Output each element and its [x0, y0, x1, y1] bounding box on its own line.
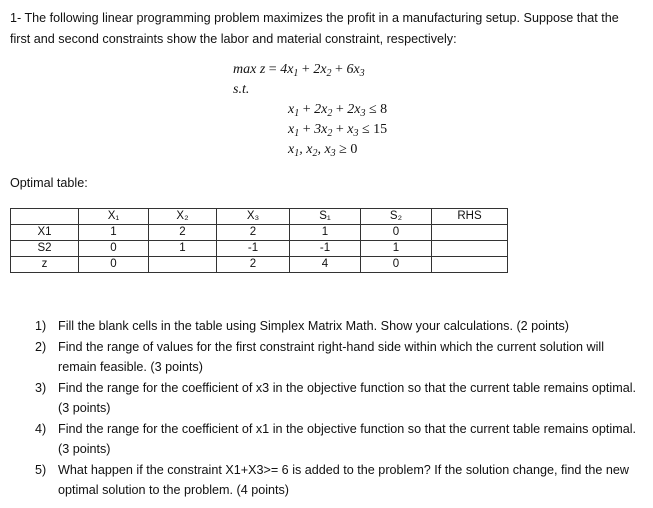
table-cell: 0: [79, 241, 149, 257]
table-cell: [432, 225, 508, 241]
question-text: Find the range of values for the first constraint right-hand side within which the current solution will remain feasible. (3 points): [58, 339, 605, 374]
constraint-material: $x_1 + 3x_2 + x_3 \le 15$: [288, 122, 388, 139]
optimal-simplex-table: [10, 208, 508, 273]
table-cell: 1: [149, 241, 217, 257]
table-header-cell: RHS: [432, 209, 508, 225]
table-header-cell: X₁: [79, 209, 149, 225]
subject-to-label: s.t.: [233, 82, 250, 97]
table-cell: [432, 257, 508, 273]
table-header-row: [11, 209, 508, 225]
question-number: 2): [35, 339, 47, 354]
list-item: [10, 378, 638, 419]
question-number: 5): [35, 462, 47, 477]
table-header-cell: S₁: [290, 209, 361, 225]
objective-function: $\max z = 4x_1 + 2x_2 + 6x_3$: [233, 62, 365, 79]
list-item: [10, 337, 638, 378]
table-cell: 2: [217, 225, 290, 241]
table-header-cell: [11, 209, 79, 225]
question-text: Find the range for the coefficient of x1 in the objective function so that the current table remains optimal. (3 points): [58, 421, 637, 456]
list-item: [10, 419, 638, 460]
question-text: What happen if the constraint X1+X3>= 6 is added to the problem? If the solution change, find the new optimal solution to the problem. (4 points): [58, 462, 629, 497]
question-text: Fill the blank cells in the table using Simplex Matrix Math. Show your calculations. (2 points): [58, 319, 569, 333]
question-number: 1): [35, 319, 47, 333]
problem-intro: 1- The following linear programming problem maximizes the profit in a manufacturing setup. Suppose that the first and second constraints show the labor and material constraint, respectively:: [10, 11, 619, 46]
question-text: Find the range for the coefficient of x3 in the objective function so that the current table remains optimal. (3 points): [58, 380, 637, 415]
table-cell: 1: [361, 241, 432, 257]
table-cell: 1: [290, 225, 361, 241]
table-cell: 2: [149, 225, 217, 241]
constraint-nonnegativity: $x_1$, $x_2$, $x_3 \ge 0$: [288, 142, 358, 159]
table-cell: 4: [290, 257, 361, 273]
optimal-table-label: Optimal table:: [10, 176, 88, 190]
table-cell: 0: [361, 225, 432, 241]
table-row: [11, 225, 508, 241]
table-cell: X1: [11, 225, 79, 241]
table-header-cell: X₂: [149, 209, 217, 225]
table-header-cell: X₃: [217, 209, 290, 225]
constraint-labor: $x_1 + 2x_2 + 2x_3 \le 8$: [288, 102, 388, 119]
table-row: [11, 241, 508, 257]
table-row: [11, 257, 508, 273]
table-cell: S2: [11, 241, 79, 257]
question-number: 4): [35, 421, 47, 436]
table-cell: 0: [361, 257, 432, 273]
table-header-cell: S₂: [361, 209, 432, 225]
table-cell: 0: [79, 257, 149, 273]
table-cell: -1: [290, 241, 361, 257]
table-cell: [149, 257, 217, 273]
question-number: 3): [35, 380, 47, 395]
question-list: [10, 316, 638, 501]
table-cell: 1: [79, 225, 149, 241]
table-cell: z: [11, 257, 79, 273]
table-cell: 2: [217, 257, 290, 273]
table-cell: -1: [217, 241, 290, 257]
list-item: [10, 460, 638, 501]
list-item: [10, 316, 638, 337]
table-cell: [432, 241, 508, 257]
